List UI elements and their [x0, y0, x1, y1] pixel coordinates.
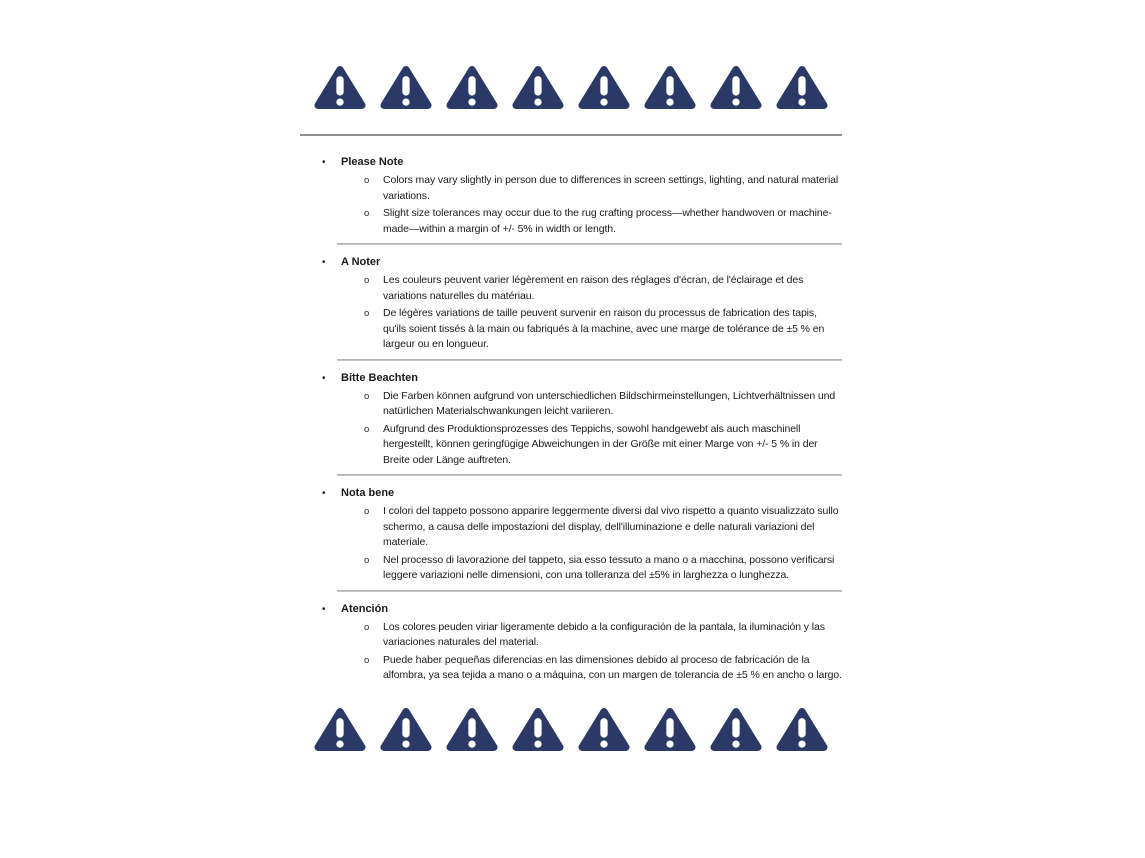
note-section-english	[300, 155, 842, 245]
circle-bullet-icon: o	[364, 390, 370, 402]
section-heading: Atención	[341, 602, 389, 615]
bullet-icon: •	[322, 157, 326, 168]
warning-triangle-icon	[710, 706, 762, 753]
section-heading-row	[300, 155, 842, 170]
list-item	[300, 273, 842, 304]
bullet-icon: •	[322, 603, 326, 615]
section-heading: Please Note	[341, 156, 404, 168]
list-item	[300, 306, 842, 353]
circle-bullet-icon: o	[364, 208, 370, 219]
bullet-text: Les couleurs peuvent varier légèrement en raison des réglages d'écran, de l'éclairage et des variations naturelles du matériau.	[383, 274, 804, 302]
circle-bullet-icon: o	[364, 621, 370, 633]
list-item	[300, 389, 842, 420]
bullet-text: Aufgrund des Produktionsprozesses des Teppichs, sowohl handgewebt als auch maschinell hergestellt, können geringfügige Abweichungen in der Größe mit einer Marge von +/- 5 % in der Breite oder Länge auftreten.	[383, 422, 818, 466]
warning-triangle-icon	[446, 64, 498, 111]
warning-triangle-icon	[314, 64, 366, 111]
circle-bullet-icon: o	[364, 554, 370, 566]
circle-bullet-icon: o	[364, 506, 370, 517]
list-item	[300, 173, 842, 204]
circle-bullet-icon: o	[364, 175, 370, 186]
warning-triangle-icon	[314, 706, 366, 753]
warning-triangle-icon	[512, 706, 564, 753]
circle-bullet-icon: o	[364, 275, 370, 286]
warning-triangle-icon	[644, 706, 696, 753]
warning-triangle-icon	[380, 64, 432, 111]
note-section-spanish	[300, 602, 842, 684]
bullet-text: Puede haber pequeñas diferencias en las dimensiones debido al proceso de fabricación de la alfombra, ya sea tejida a mano o a máquina, con un margen de tolerancia de ±5 % en ancho o largo.	[383, 653, 842, 681]
warning-triangle-icon	[446, 706, 498, 753]
circle-bullet-icon: o	[364, 654, 370, 666]
top-divider	[300, 134, 842, 136]
content-column	[300, 0, 842, 753]
warning-triangle-icon	[512, 64, 564, 111]
section-divider	[337, 359, 842, 361]
section-heading-row	[300, 255, 842, 270]
section-divider	[337, 590, 842, 592]
section-divider	[337, 474, 842, 476]
note-section-italian	[300, 486, 842, 592]
bullet-text: De légères variations de taille peuvent survenir en raison du processus de fabrication des tapis, qu'ils soient tissés à la main ou fabriqués à la machine, avec une marge de tolérance de ±5 % en largeur ou en longueur.	[383, 307, 825, 350]
warning-triangle-icon	[380, 706, 432, 753]
warning-triangle-icon	[776, 64, 828, 111]
list-item	[300, 620, 842, 651]
note-section-german	[300, 371, 842, 477]
bullet-icon: •	[322, 372, 326, 384]
section-heading: Nota bene	[341, 487, 395, 499]
bullet-icon: •	[322, 488, 326, 499]
warning-row-top	[300, 64, 842, 111]
list-item	[300, 653, 842, 684]
warning-triangle-icon	[776, 706, 828, 753]
bullet-text: Slight size tolerances may occur due to the rug crafting process—whether handwoven or machine-made—within a margin of +/- 5% in width or length.	[383, 207, 832, 235]
list-item	[300, 504, 842, 551]
list-item	[300, 553, 842, 584]
bullet-icon: •	[322, 257, 326, 268]
section-heading-row	[300, 602, 842, 617]
warning-triangle-icon	[578, 706, 630, 753]
bullet-text: Los colores peuden viriar ligeramente debido a la configuración de la pantala, la iluminación y las variaciones naturales del material.	[383, 620, 825, 648]
section-heading: Bitte Beachten	[341, 371, 419, 384]
bullet-text: Nel processo di lavorazione del tappeto, sia esso tessuto a mano o a macchina, possono verificarsi leggere variazioni nelle dimensioni, con una tolleranza del ±5% in larghezza o lunghezza.	[383, 553, 835, 581]
list-item	[300, 206, 842, 237]
circle-bullet-icon: o	[364, 308, 370, 319]
section-heading: A Noter	[341, 256, 381, 268]
note-section-french	[300, 255, 842, 361]
bullet-text: Colors may vary slightly in person due to differences in screen settings, lighting, and natural material variations.	[383, 174, 839, 202]
bullet-text: I colori del tappeto possono apparire leggermente diversi dal vivo rispetto a quanto visualizzato sullo schermo, a causa delle impostazioni del display, dell'illuminazione e delle naturali variazioni del materiale.	[383, 505, 839, 548]
warning-row-bottom	[300, 706, 842, 753]
section-heading-row	[300, 371, 842, 386]
warning-triangle-icon	[644, 64, 696, 111]
bullet-text: Die Farben können aufgrund von unterschiedlichen Bildschirmeinstellungen, Lichtverhältnissen und natürlichen Materialschwankungen leicht variieren.	[383, 389, 836, 417]
section-divider	[337, 243, 842, 245]
section-heading-row	[300, 486, 842, 501]
warning-triangle-icon	[710, 64, 762, 111]
warning-triangle-icon	[578, 64, 630, 111]
circle-bullet-icon: o	[364, 423, 370, 435]
list-item	[300, 422, 842, 469]
